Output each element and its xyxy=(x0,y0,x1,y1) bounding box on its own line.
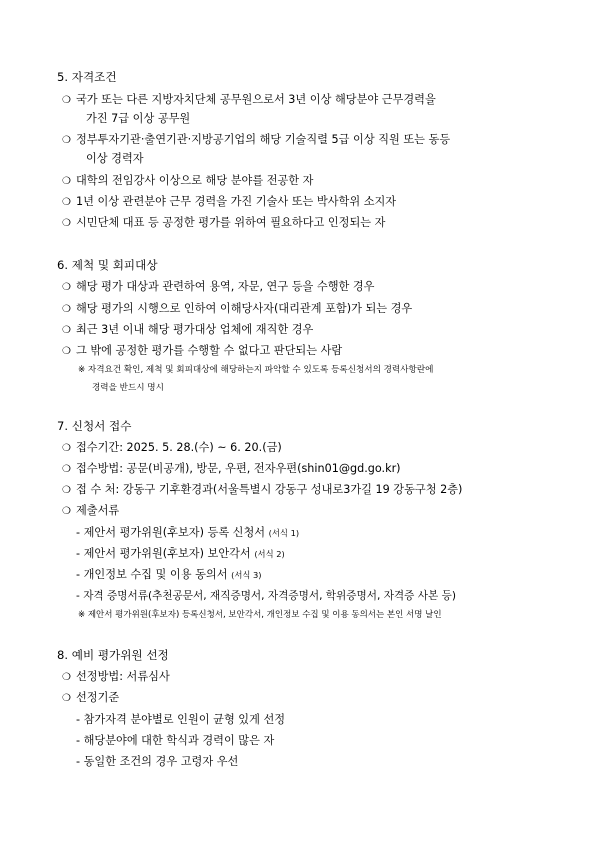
section-heading: 5. 자격조건 xyxy=(57,70,117,84)
sub-list-item: - 동일한 조건의 경우 고령자 우선 xyxy=(76,755,239,768)
circle-bullet-icon: ❍ xyxy=(62,304,71,315)
sub-list-item: - 참가자격 분야별로 인원이 균형 있게 선정 xyxy=(76,713,286,726)
list-item: ❍ 해당 평가의 시행으로 인하여 이해당사자(대리관계 포함)가 되는 경우 xyxy=(62,302,413,315)
list-item: ❍ 접 수 처: 강동구 기후환경과(서울특별시 강동구 성내로3가길 19 강동구청 2층) xyxy=(62,483,463,496)
note-text: 경력을 반드시 명시 xyxy=(92,383,164,393)
section-heading: 7. 신청서 접수 xyxy=(57,419,132,433)
sub-list-item: - 제안서 평가위원(후보자) 등록 신청서 (서식 1) xyxy=(76,526,300,539)
note-text: ※ 자격요건 확인, 제척 및 회피대상에 해당하는지 파악할 수 있도록 등록신청서의 경력사항란에 xyxy=(78,365,434,375)
list-item: ❍ 시민단체 대표 등 공정한 평가를 위하여 필요하다고 인정되는 자 xyxy=(62,216,386,229)
list-item: ❍ 제출서류 xyxy=(62,504,120,517)
circle-bullet-icon: ❍ xyxy=(62,197,71,208)
circle-bullet-icon: ❍ xyxy=(62,464,71,475)
note-text: ※ 제안서 평가위원(후보자) 등록신청서, 보안각서, 개인정보 수집 및 이용 동의서는 본인 서명 날인 xyxy=(78,610,442,620)
list-item-continuation: 이상 경력자 xyxy=(86,152,144,165)
list-item: ❍ 정부투자기관·출연기관·지방공기업의 해당 기술직렬 5급 이상 직원 또는 동등 xyxy=(62,133,451,146)
list-item: ❍ 1년 이상 관련분야 근무 경력을 가진 기술사 또는 박사학위 소지자 xyxy=(62,195,397,208)
circle-bullet-icon: ❍ xyxy=(62,282,71,293)
circle-bullet-icon: ❍ xyxy=(62,485,71,496)
circle-bullet-icon: ❍ xyxy=(62,506,71,517)
circle-bullet-icon: ❍ xyxy=(62,95,71,106)
list-item: ❍ 선정방법: 서류심사 xyxy=(62,670,170,683)
circle-bullet-icon: ❍ xyxy=(62,693,71,704)
list-item: ❍ 최근 3년 이내 해당 평가대상 업체에 재직한 경우 xyxy=(62,323,314,336)
circle-bullet-icon: ❍ xyxy=(62,672,71,683)
circle-bullet-icon: ❍ xyxy=(62,218,71,229)
list-item: ❍ 해당 평가 대상과 관련하여 용역, 자문, 연구 등을 수행한 경우 xyxy=(62,280,375,293)
form-number: (서식 2) xyxy=(254,549,285,559)
circle-bullet-icon: ❍ xyxy=(62,135,71,146)
section-heading: 6. 제척 및 회피대상 xyxy=(57,258,158,272)
form-number: (서식 3) xyxy=(231,570,262,580)
list-item: ❍ 대학의 전임강사 이상으로 해당 분야를 전공한 자 xyxy=(62,174,314,187)
sub-list-item: - 제안서 평가위원(후보자) 보안각서 (서식 2) xyxy=(76,547,285,560)
circle-bullet-icon: ❍ xyxy=(62,443,71,454)
list-item: ❍ 접수기간: 2025. 5. 28.(수) ~ 6. 20.(금) xyxy=(62,441,282,454)
list-item-continuation: 가진 7급 이상 공무원 xyxy=(86,112,191,125)
sub-list-item: - 자격 증명서류(추천공문서, 재직증명서, 자격증명서, 학위증명서, 자격증 사본 등) xyxy=(76,590,456,602)
circle-bullet-icon: ❍ xyxy=(62,346,71,357)
sub-list-item: - 해당분야에 대한 학식과 경력이 많은 자 xyxy=(76,734,275,747)
circle-bullet-icon: ❍ xyxy=(62,176,71,187)
list-item: ❍ 국가 또는 다른 지방자치단체 공무원으로서 3년 이상 해당분야 근무경력을 xyxy=(62,93,436,106)
circle-bullet-icon: ❍ xyxy=(62,325,71,336)
list-item: ❍ 그 밖에 공정한 평가를 수행할 수 없다고 판단되는 사람 xyxy=(62,344,343,357)
list-item: ❍ 접수방법: 공문(비공개), 방문, 우편, 전자우편(shin01@gd.go.kr) xyxy=(62,462,401,475)
sub-list-item: - 개인정보 수집 및 이용 동의서 (서식 3) xyxy=(76,568,262,581)
list-item: ❍ 선정기준 xyxy=(62,691,120,704)
form-number: (서식 1) xyxy=(268,528,300,538)
section-heading: 8. 예비 평가위원 선정 xyxy=(57,648,169,662)
